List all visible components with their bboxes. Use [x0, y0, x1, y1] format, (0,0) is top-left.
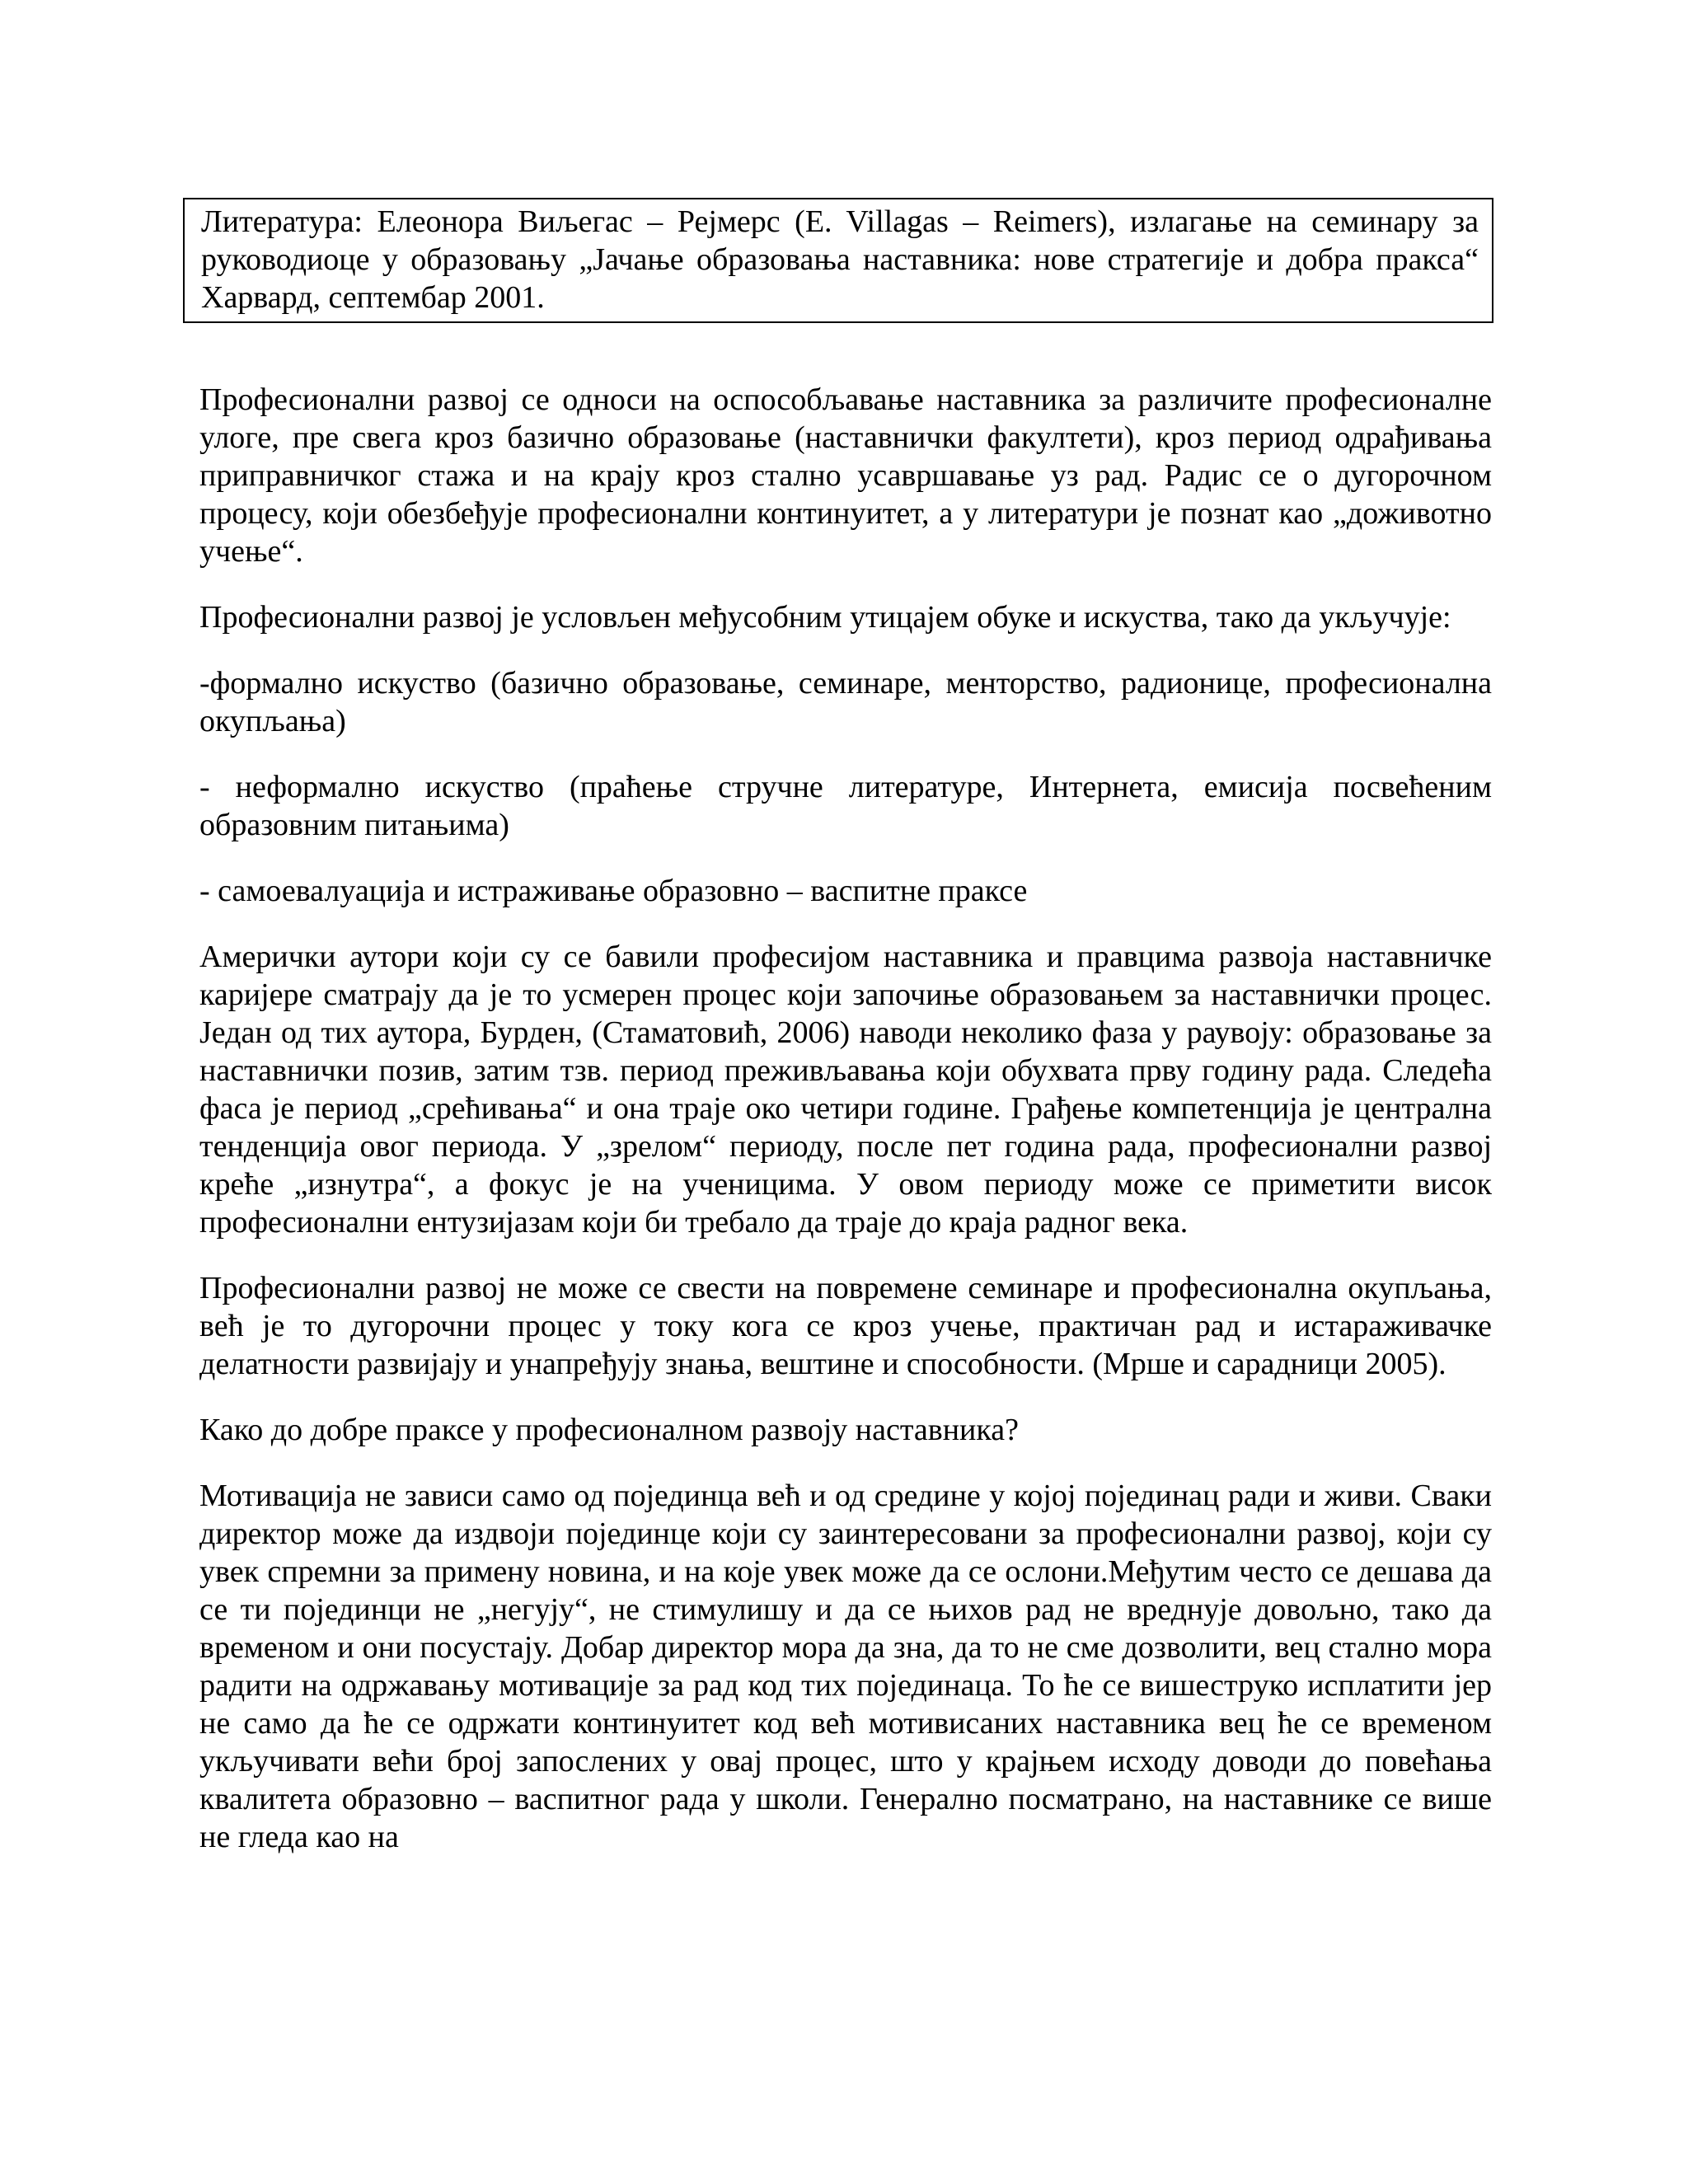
list-item-formal: -формално искуство (базично образовање, семинаре, менторство, радионице, професионална окупљања)	[199, 666, 1492, 738]
reference-box	[183, 198, 1493, 323]
paragraph-conditions: Професионални развој је условљен међусобним утицајем обуке и искуства, тако да укључује:	[199, 600, 1451, 635]
document-body	[199, 381, 1492, 1884]
list-item-self-evaluation: - самоевалуација и истраживање образовно – васпитне праксе	[199, 874, 1028, 908]
paragraph-american-authors: Амерички аутори који су се бавили професијом наставника и правцима развоја наставничке каријере сматрају да је то усмерен процес који започиње образовањем за наставнички процес. Један од тих аутора, Бурден, (Стаматовић, 2006) наводи неколико фаза у раувоју: образовање за наставнички позив, затим тзв. период преживљавања који обухвата прву годину рада. Следећа фаса је период „срећивања“ и она траје око четири године. Грађење компетенција је централна тенденција овог периода. У „зрелом“ периоду, после пет година рада, професионални развој креће „изнутра“, а фокус је на ученицима. У овом периоду може се приметити висок професионални ентузијазам који би требало да траје до краја радног века.	[199, 940, 1492, 1240]
reference-text: Литература: Елеонора Виљегас – Рејмерс (E. Villagas – Reimers), излагање на семинару за руководиоце у образовању „Јачање образовања наставника: нове стратегије и добра пракса“ Харвард, септембар 2001.	[201, 204, 1479, 315]
paragraph-intro: Професионални развој се односи на оспособљавање наставника за различите професионалне улоге, пре свега кроз базично образовање (наставнички факултети), кроз период одрађивања приправничког стажа и на крају кроз стално усавршавање уз рад. Радис се о дугорочном процесу, који обезбеђује професионални континуитет, а у литератури је познат као „доживотно учење“.	[199, 382, 1492, 569]
section-question: Како до добре праксе у професионалном развоју наставника?	[199, 1413, 1020, 1447]
list-item-informal: - неформално искуство (праћење стручне литературе, Интернета, емисија посвећеним образовним питањима)	[199, 770, 1492, 842]
paragraph-motivation: Мотивација не зависи само од појединца већ и од средине у којој појединац ради и живи. Сваки директор може да издвоји појединце који су заинтересовани за професионални развој, који су увек спремни за примену новина, и на које увек може да се ослони.Међутим често се дешава да се ти појединци не „негују“, не стимулишу и да се њихов рад не вреднује довољно, тако да временом и они посустају. Добар директор мора да зна, да то не сме дозволити, вец стално мора радити на одржавању мотивације за рад код тих појединаца. То ће се вишеструко исплатити јер не само да ће се одржати континуитет код већ мотивисаних наставника вец ће се временом укључивати већи број запослених у овај процес, што у крајњем исходу доводи до повећања квалитета образовно – васпитног рада у школи. Генерално посматрано, на наставнике се више не гледа као на	[199, 1479, 1492, 1854]
paragraph-long-term-process: Професионални развој не може се свести на повремене семинаре и професионална окупљања, већ је то дугорочни процес у току кога се кроз учење, практичан рад и истараживачке делатности развијају и унапређују знања, вештине и способности. (Мрше и сарадници 2005).	[199, 1271, 1492, 1381]
